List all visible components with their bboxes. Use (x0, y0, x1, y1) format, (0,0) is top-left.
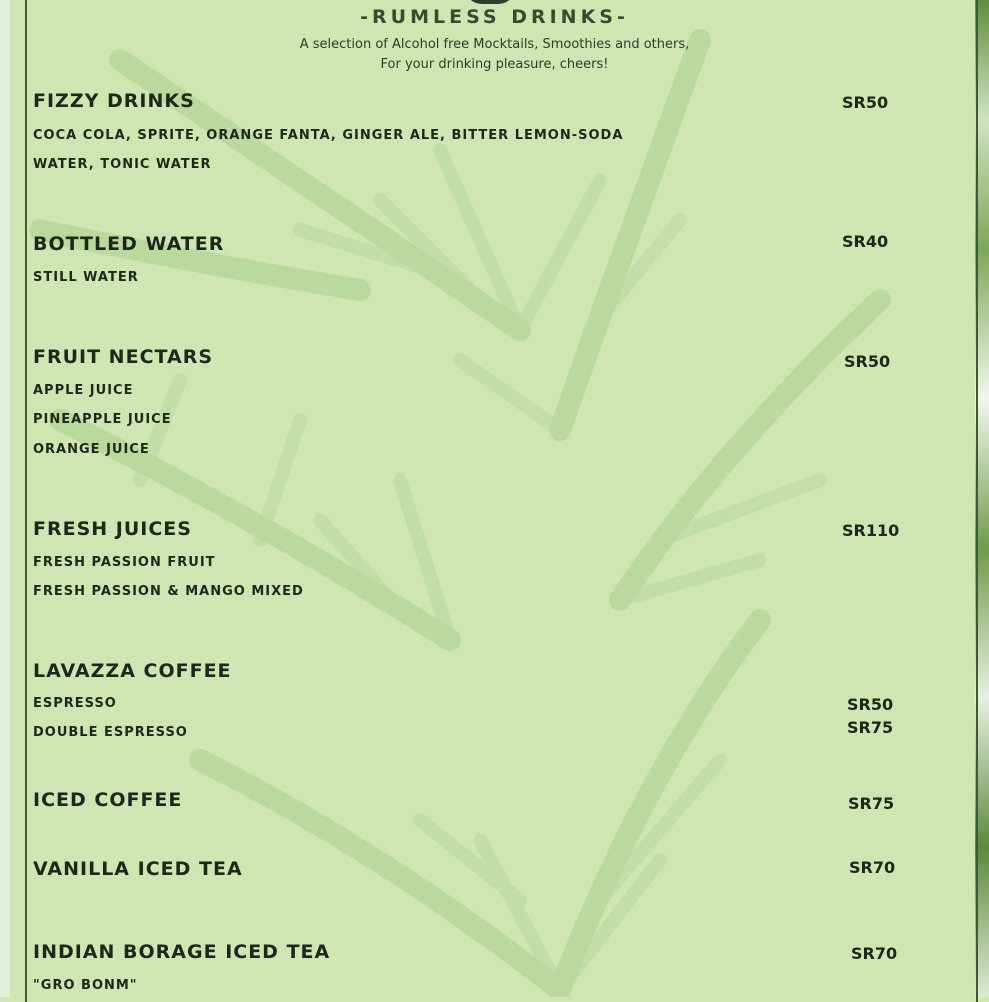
tagline-line-1: A selection of Alcohol free Mocktails, Smoothies and others, (299, 37, 690, 52)
menu-item: APPLE JUICE (33, 383, 134, 398)
menu-item: PINEAPPLE JUICE (33, 412, 172, 427)
section-title-fruit-nectars: FRUIT NECTARS (33, 346, 214, 368)
menu-item: WATER, TONIC WATER (33, 157, 212, 172)
price-bottled-water: SR40 (842, 232, 889, 251)
price-fresh-juices: SR110 (842, 521, 900, 540)
section-title-fizzy-drinks: FIZZY DRINKS (33, 90, 195, 112)
price-fruit-nectars: SR50 (844, 352, 891, 371)
menu-item: COCA COLA, SPRITE, ORANGE FANTA, GINGER ALE, BITTER LEMON-SODA (33, 128, 624, 143)
menu-item: "GRO BONM" (33, 978, 138, 993)
menu-item: FRESH PASSION & MANGO MIXED (33, 584, 304, 599)
section-title-iced-coffee: ICED COFFEE (33, 789, 183, 811)
price-double-espresso: SR75 (847, 718, 894, 737)
price-fizzy-drinks: SR50 (842, 93, 889, 112)
menu-brand-title: -RUMLESS DRINKS- (360, 6, 629, 28)
menu-item: ESPRESSO (33, 696, 117, 711)
price-iced-coffee: SR75 (848, 794, 895, 813)
price-vanilla-iced-tea: SR70 (849, 858, 896, 877)
menu-item: FRESH PASSION FRUIT (33, 555, 216, 570)
menu-item: STILL WATER (33, 270, 139, 285)
logo-fragment (464, 0, 516, 4)
section-title-vanilla-iced-tea: VANILLA ICED TEA (33, 858, 243, 880)
menu-item: ORANGE JUICE (33, 442, 150, 457)
menu-item: DOUBLE ESPRESSO (33, 725, 188, 740)
tagline-line-2: For your drinking pleasure, cheers! (380, 57, 609, 72)
section-title-indian-borage-iced-tea: INDIAN BORAGE ICED TEA (33, 941, 331, 963)
section-title-fresh-juices: FRESH JUICES (33, 518, 192, 540)
section-title-lavazza-coffee: LAVAZZA COFFEE (33, 660, 232, 682)
price-indian-borage-iced-tea: SR70 (851, 944, 898, 963)
price-espresso: SR50 (847, 695, 894, 714)
section-title-bottled-water: BOTTLED WATER (33, 233, 225, 255)
